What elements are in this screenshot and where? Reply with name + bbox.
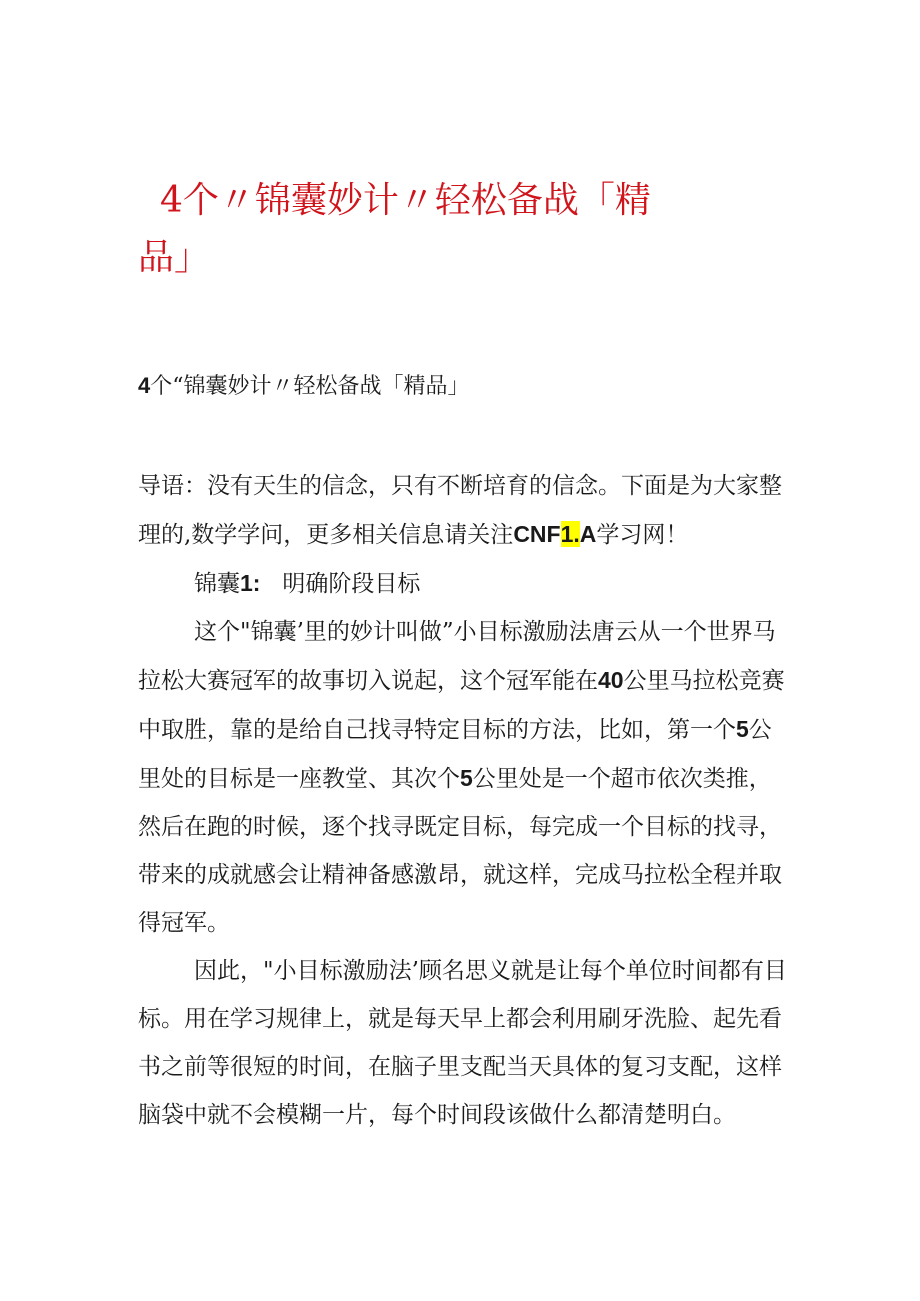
para1-number-5b: 5 xyxy=(460,765,473,791)
tip-heading xyxy=(138,559,788,608)
brand-name-end: A xyxy=(579,521,597,547)
para1-text-3: 公里处的目标是一座教堂、其次个 xyxy=(138,717,772,792)
para1-text-2: 公里马拉松竞赛中取胜，靠的是给自己找寻特定目标的方法，比如，第一个 xyxy=(138,668,785,743)
subtitle-text: 个“锦囊妙计〃轻松备战「精品」 xyxy=(150,374,470,399)
para1-text-4: 公里处是一个超市依次类推，然后在跑的时候，逐个找寻既定目标，每完成一个目标的找寻，带来的成就感会让精神备感激昂，就这样，完成马拉松全程并取得冠军。 xyxy=(138,766,782,936)
title-line-2: 品」 xyxy=(138,237,211,279)
document-body xyxy=(138,462,788,1139)
subtitle-number: 4 xyxy=(138,373,151,398)
tip-number: 1: xyxy=(240,570,261,596)
brand-name-start: CNF xyxy=(513,521,561,547)
intro-text: 导语：没有天生的信念，只有不断培育的信念。下面是为大家整理的,数学学问，更多相关信息请关注 xyxy=(138,473,782,548)
para1-number-40: 40 xyxy=(598,667,624,693)
tip-title: 明确阶段目标 xyxy=(282,571,421,597)
intro-text-end: 学习网！ xyxy=(596,522,689,548)
paragraph-2: 因此，"小目标激励法’顾名思义就是让每个单位时间都有目标。用在学习规律上，就是每天早上都会利用刷牙洗脸、起先看书之前等很短的时间，在脑子里支配当天具体的复习支配，这样脑袋中就不会模糊一片，每个时间段该做什么都清楚明白。 xyxy=(138,958,787,1128)
highlighted-text: 1. xyxy=(560,521,580,547)
para1-text-1: 这个"锦囊’里的妙计叫做”小目标激励法唐云从一个世界马拉松大赛冠军的故事切入说起，这个冠军能在 xyxy=(138,619,776,694)
paragraph-1 xyxy=(138,608,788,947)
tip-prefix: 锦囊 xyxy=(194,571,240,597)
intro-paragraph xyxy=(138,462,788,559)
document-subtitle xyxy=(138,369,470,404)
title-line-1: 4个〃锦囊妙计〃轻松备战「精 xyxy=(160,180,651,222)
document-title xyxy=(138,172,728,286)
para1-number-5a: 5 xyxy=(736,716,749,742)
